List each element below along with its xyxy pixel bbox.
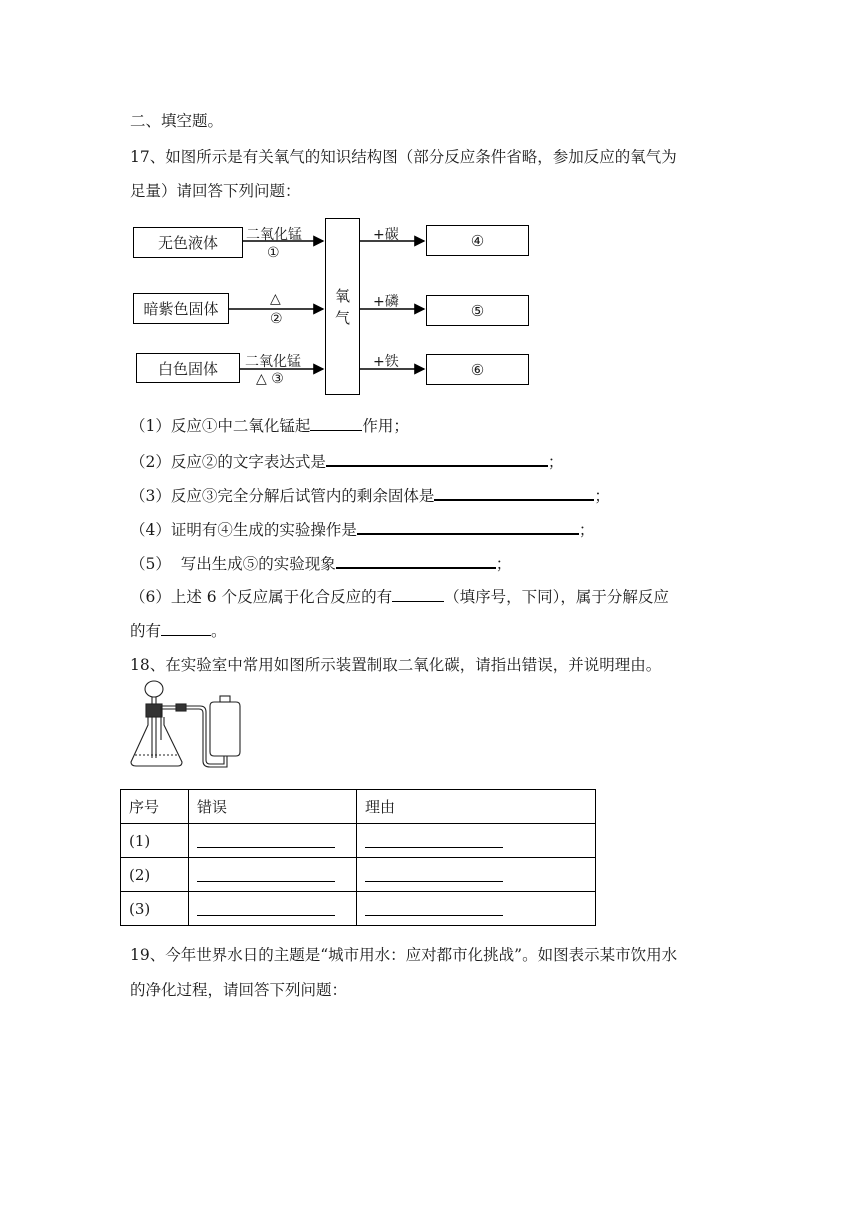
section-title: 二、填空题。 <box>130 112 224 130</box>
q17-sub1-prefix: （1）反应①中二氧化锰起 <box>130 417 311 435</box>
answer-blank-4[interactable] <box>357 519 579 535</box>
q17-sub6-prefix: （6）上述 6 个反应属于化合反应的有 <box>130 588 393 606</box>
header-index: 序号 <box>121 790 189 824</box>
reactant-iron-label: +铁 <box>373 354 399 370</box>
table-row <box>121 858 596 892</box>
q17-sub5-end: ； <box>495 555 512 573</box>
arrow3-bottom-label: △ ③ <box>256 371 284 387</box>
q17-sub6-line2 <box>130 621 227 641</box>
table-row <box>121 892 596 926</box>
answer-blank-3[interactable] <box>434 485 594 501</box>
apparatus-drawing <box>126 678 246 770</box>
reason-answer-line[interactable] <box>365 829 503 848</box>
error-answer-line[interactable] <box>197 897 335 916</box>
q17-stem-line2: 足量）请回答下列问题： <box>130 182 301 200</box>
answer-blank-7[interactable] <box>161 621 211 636</box>
q19-stem-line2: 的净化过程，请回答下列问题： <box>130 981 348 999</box>
table-header-row <box>121 790 596 824</box>
q17-sub2-prefix: （2）反应②的文字表达式是 <box>130 453 326 471</box>
table-row <box>121 824 596 858</box>
reason-answer-cell[interactable] <box>357 858 596 892</box>
reason-answer-cell[interactable] <box>357 892 596 926</box>
q17-sub2-end: ； <box>547 453 564 471</box>
reason-answer-line[interactable] <box>365 863 503 882</box>
error-answer-cell[interactable] <box>189 858 357 892</box>
answer-blank-6[interactable] <box>392 587 444 602</box>
product-box-4: ④ <box>426 225 529 256</box>
q17-sub2 <box>130 451 563 472</box>
q17-sub4-prefix: （4）证明有④生成的实验操作是 <box>130 521 357 539</box>
error-answer-line[interactable] <box>197 829 335 848</box>
reason-answer-line[interactable] <box>365 897 503 916</box>
q17-sub3 <box>130 485 610 506</box>
row-index: (3) <box>121 892 189 926</box>
oxygen-center-box <box>325 218 360 395</box>
product-box-5: ⑤ <box>426 295 529 326</box>
row-index: (1) <box>121 824 189 858</box>
co2-apparatus-figure <box>126 678 246 770</box>
row-index: (2) <box>121 858 189 892</box>
q19-stem-line1: 19、今年世界水日的主题是“城市用水：应对都市化挑战”。如图表示某市饮用水 <box>130 946 678 964</box>
source-box-dark-purple-solid: 暗紫色固体 <box>133 293 229 324</box>
q17-sub3-end: ； <box>594 487 610 505</box>
q17-sub5 <box>130 553 511 574</box>
q17-stem-line1: 17、如图所示是有关氧气的知识结构图（部分反应条件省略，参加反应的氧气为 <box>130 148 677 166</box>
q17-sub3-prefix: （3）反应③完全分解后试管内的剩余固体是 <box>130 487 435 505</box>
product-box-6: ⑥ <box>426 354 529 385</box>
q17-sub1-suffix: 作用； <box>362 417 409 435</box>
arrow2-top-label: △ <box>270 291 281 307</box>
q17-sub1 <box>130 416 409 436</box>
arrow1-bottom-label: ① <box>267 245 280 261</box>
answer-blank-2[interactable] <box>326 451 548 467</box>
source-box-colorless-liquid: 无色液体 <box>133 227 243 258</box>
q17-sub4 <box>130 519 594 540</box>
answer-blank-5[interactable] <box>336 553 496 569</box>
header-reason: 理由 <box>357 790 596 824</box>
q18-stem: 18、在实验室中常用如图所示装置制取二氧化碳，请指出错误，并说明理由。 <box>130 656 662 674</box>
error-answer-cell[interactable] <box>189 892 357 926</box>
answer-blank-1[interactable] <box>310 416 362 431</box>
error-answer-cell[interactable] <box>189 824 357 858</box>
q17-sub6-middle: （填序号，下同），属于分解反应 <box>444 588 669 606</box>
oxygen-char-2: 气 <box>334 308 350 327</box>
reason-answer-cell[interactable] <box>357 824 596 858</box>
reactant-carbon-label: +碳 <box>373 227 399 243</box>
error-table <box>120 789 596 926</box>
q17-sub6 <box>130 587 669 607</box>
source-box-white-solid: 白色固体 <box>136 353 240 383</box>
error-answer-line[interactable] <box>197 863 335 882</box>
q17-sub5-prefix: （5） 写出生成⑤的实验现象 <box>130 555 336 573</box>
arrow2-bottom-label: ② <box>270 311 283 327</box>
header-error: 错误 <box>189 790 357 824</box>
q17-sub6-line2-prefix: 的有 <box>130 622 162 640</box>
q17-sub4-end: ； <box>578 521 595 539</box>
reactant-phosphorus-label: +磷 <box>373 294 399 310</box>
oxygen-char-1: 氧 <box>334 286 350 305</box>
arrow1-top-label: 二氧化锰 <box>246 227 302 243</box>
q17-sub6-line2-suffix: 。 <box>211 622 227 640</box>
arrow3-top-label: 二氧化锰 <box>245 354 301 370</box>
